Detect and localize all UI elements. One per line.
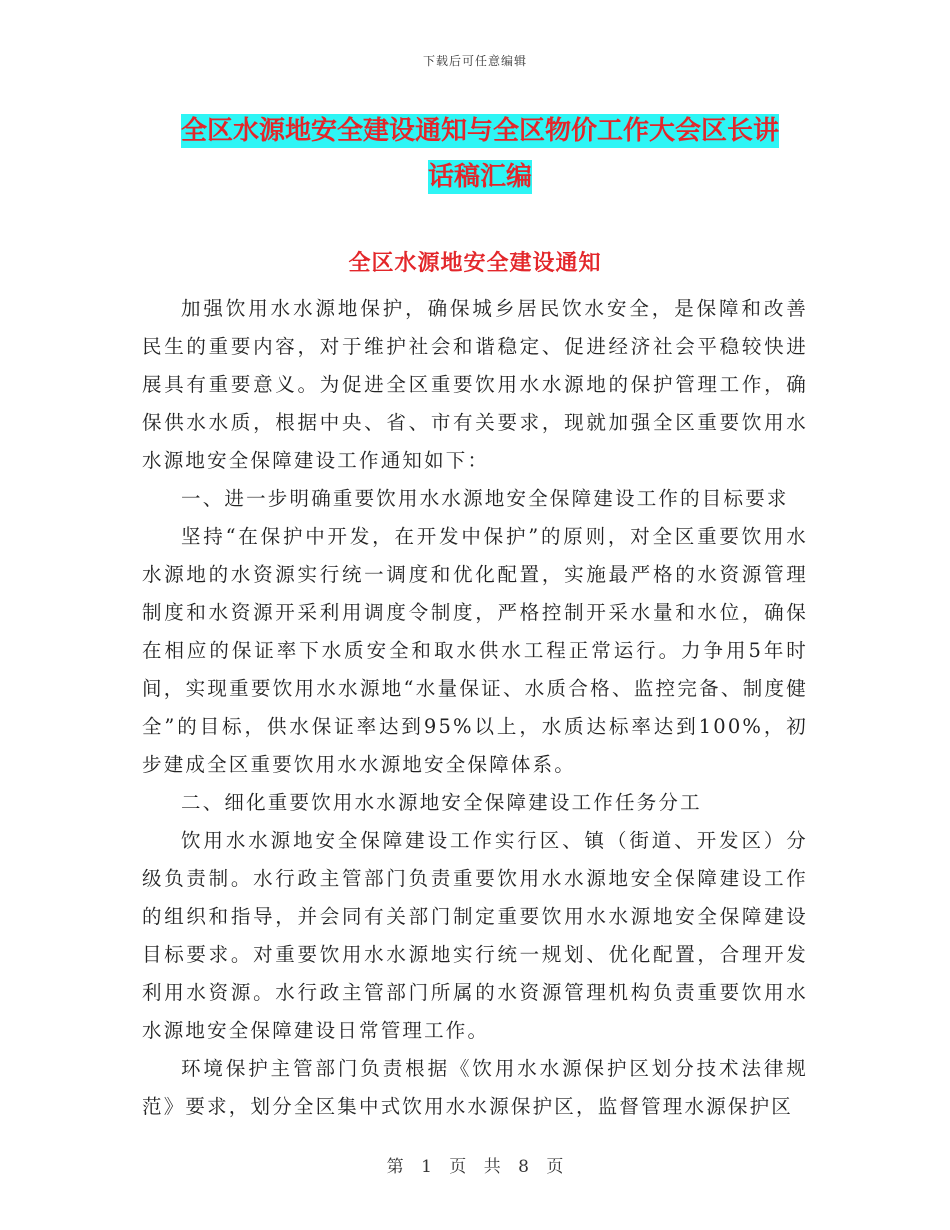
paragraph: 饮用水水源地安全保障建设工作实行区、镇（街道、开发区）分级负责制。水行政主管部门负责重要饮用水水源地安全保障建设工作的组织和指导，并会同有关部门制定重要饮用水水源地安全保障建设目标要求。对重要饮用水水源地实行统一规划、优化配置，合理开发利用水资源。水行政主管部门所属的水资源管理机构负责重要饮用水水源地安全保障建设日常管理工作。 <box>142 829 808 1042</box>
paragraph-heading: 一、进一步明确重要饮用水水源地安全保障建设工作的目标要求 <box>181 487 789 510</box>
footer-total-word: 共 <box>483 1157 501 1177</box>
document-title <box>140 108 820 200</box>
current-page-number: 1 <box>421 1157 432 1177</box>
section-title: 全区水源地安全建设通知 <box>348 250 602 276</box>
document-title-line-1: 全区水源地安全建设通知与全区物价工作大会区长讲 <box>180 116 779 146</box>
paragraph-heading: 二、细化重要饮用水水源地安全保障建设工作任务分工 <box>181 791 702 814</box>
footer-suffix: 页 <box>546 1157 564 1177</box>
document-title-line-2: 话稿汇编 <box>427 162 532 192</box>
document-body <box>142 290 808 1126</box>
total-page-count: 8 <box>518 1157 529 1177</box>
paragraph: 环境保护主管部门负责根据《饮用水水源保护区划分技术法律规范》要求，划分全区集中式饮用水水源保护区，监督管理水源保护区 <box>142 1057 808 1118</box>
page-footer <box>0 1152 950 1177</box>
footer-page-word: 页 <box>449 1157 467 1177</box>
paragraph: 加强饮用水水源地保护，确保城乡居民饮水安全，是保障和改善民生的重要内容，对于维护社会和谐稳定、促进经济社会平稳较快进展具有重要意义。为促进全区重要饮用水水源地的保护管理工作，确保供水水质，根据中央、省、市有关要求，现就加强全区重要饮用水水源地安全保障建设工作通知如下： <box>142 297 808 472</box>
footer-prefix: 第 <box>386 1157 404 1177</box>
header-note: 下载后可任意编辑 <box>422 54 527 68</box>
paragraph: 坚持“在保护中开发，在开发中保护”的原则，对全区重要饮用水水源地的水资源实行统一调度和优化配置，实施最严格的水资源管理制度和水资源开采利用调度令制度，严格控制开采水量和水位，确保在相应的保证率下水质安全和取水供水工程正常运行。力争用5年时间，实现重要饮用水水源地“水量保证、水质合格、监控完备、制度健全”的目标，供水保证率达到95%以上，水质达标率达到100%，初步建成全区重要饮用水水源地安全保障体系。 <box>142 525 808 776</box>
